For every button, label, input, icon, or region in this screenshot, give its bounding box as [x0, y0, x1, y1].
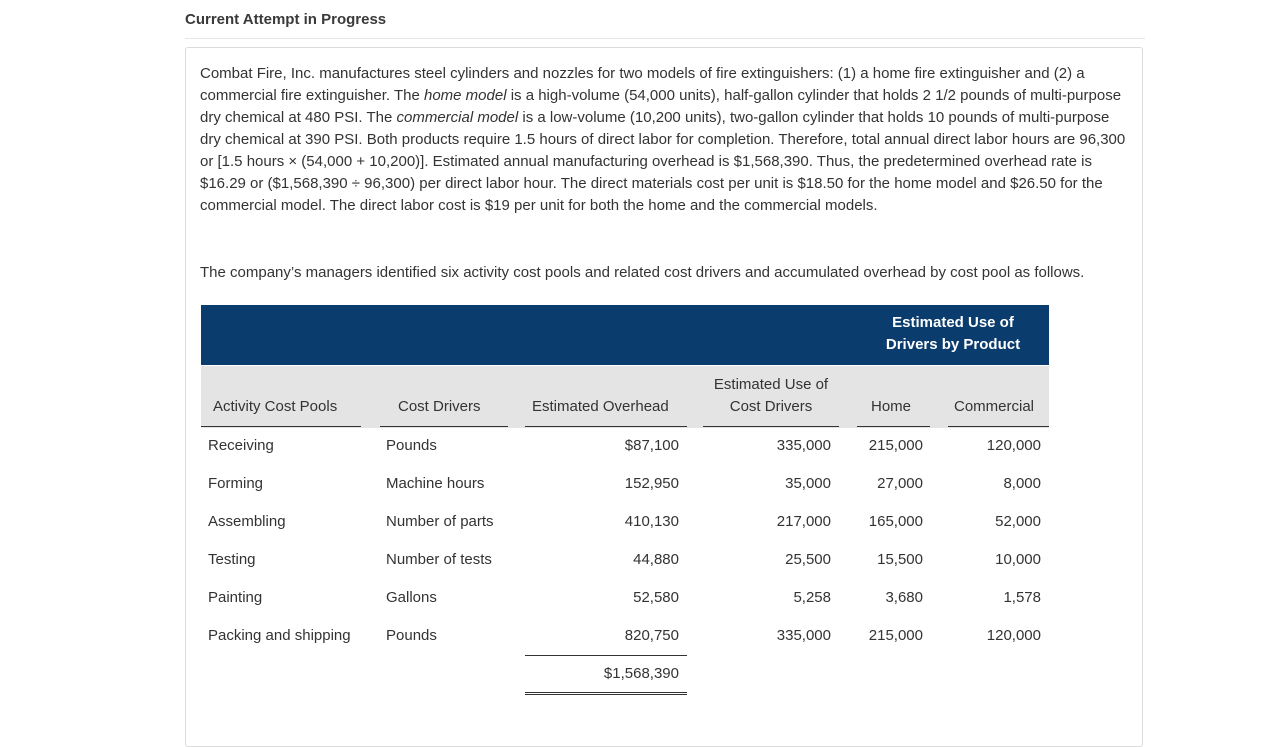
total-overhead-value: $1,568,390 [603, 665, 679, 682]
pool-name: Receiving [208, 437, 274, 454]
header-underline-use [703, 426, 839, 427]
overhead-value: 44,880 [633, 551, 679, 568]
pool-name: Painting [208, 589, 263, 606]
driver-name: Number of tests [386, 551, 492, 568]
header-activity-cost-pools: Activity Cost Pools [213, 398, 338, 415]
header-estimated-use-line1: Estimated Use of [713, 376, 829, 393]
commercial-value: 52,000 [995, 513, 1041, 530]
header-commercial: Commercial [954, 398, 1035, 415]
pool-name: Assembling [208, 513, 286, 530]
header-estimated-use-line2: Cost Drivers [729, 398, 813, 415]
problem-text-2: is a high-volume (54,000 units), half-gallon cylinder that holds 2 1/2 pounds of multi-purpose dry chemical at 480 PSI. The [200, 87, 1122, 126]
attempt-header [185, 0, 1145, 39]
driver-name: Gallons [386, 589, 437, 606]
driver-name: Pounds [386, 627, 437, 644]
total-rule [525, 655, 687, 656]
header-underline-pools [201, 426, 361, 427]
home-value: 3,680 [885, 589, 923, 606]
header-underline-drivers [380, 426, 508, 427]
commercial-value: 120,000 [986, 627, 1041, 644]
problem-paragraph [200, 63, 1130, 217]
driver-name: Number of parts [386, 513, 494, 530]
overhead-value: 820,750 [624, 627, 679, 644]
commercial-model-term: commercial model [396, 109, 519, 126]
pool-name: Packing and shipping [208, 627, 351, 644]
driver-use-value: 5,258 [793, 589, 831, 606]
driver-use-value: 335,000 [776, 437, 831, 454]
home-value: 165,000 [868, 513, 923, 530]
driver-use-value: 25,500 [785, 551, 831, 568]
header-underline-home [857, 426, 930, 427]
commercial-value: 10,000 [995, 551, 1041, 568]
attempt-title: Current Attempt in Progress [185, 11, 387, 28]
driver-use-value: 35,000 [785, 475, 831, 492]
problem-text-3: is a low-volume (10,200 units), two-gallon cylinder that holds 10 pounds of multi-purpose dry chemical at 390 PSI. Both products require 1.5 hours of direct labor for completion. Therefore, total annual direct labor hours are 96,300 or [1.5 hours × (54,000 + 10,200)]. Estimated annual manufacturing overhead is $1,568,390. Thus, the predetermined overhead rate is $16.29 or ($1,568,390 ÷ 96,300) per direct labor hour. The direct materials cost per unit is $18.50 for the home model and $26.50 for the commercial model. The direct labor cost is $19 per unit for both the home and the commercial models. [200, 109, 1126, 214]
home-model-term: home model [423, 87, 507, 104]
home-value: 215,000 [868, 627, 923, 644]
home-value: 215,000 [868, 437, 923, 454]
drivers-by-product-line2: Drivers by Product [885, 336, 1021, 353]
driver-name: Machine hours [386, 475, 485, 492]
pool-name: Testing [208, 551, 256, 568]
home-value: 15,500 [877, 551, 923, 568]
overhead-value: $87,100 [624, 437, 679, 454]
driver-use-value: 217,000 [776, 513, 831, 530]
commercial-value: 8,000 [1003, 475, 1041, 492]
problem-statement [200, 63, 1130, 217]
header-estimated-overhead: Estimated Overhead [532, 398, 669, 415]
overhead-value: 152,950 [624, 475, 679, 492]
header-estimated-use [703, 374, 839, 418]
cost-pools-intro: The company’s managers identified six activity cost pools and related cost drivers and accumulated overhead by cost pool as follows. [200, 264, 1085, 281]
header-underline-commercial [948, 426, 1049, 427]
driver-use-value: 335,000 [776, 627, 831, 644]
problem-text-1: Combat Fire, Inc. manufactures steel cylinders and nozzles for two models of fire extinguishers: (1) a home fire extinguisher and (2) a commercial fire extinguisher. The [200, 65, 1085, 104]
overhead-value: 52,580 [633, 589, 679, 606]
commercial-value: 120,000 [986, 437, 1041, 454]
drivers-by-product-line1: Estimated Use of [892, 314, 1014, 331]
total-double-rule [525, 692, 687, 695]
header-home: Home [871, 398, 912, 415]
driver-name: Pounds [386, 437, 437, 454]
overhead-value: 410,130 [624, 513, 679, 530]
commercial-value: 1,578 [1003, 589, 1041, 606]
pool-name: Forming [208, 475, 264, 492]
home-value: 27,000 [877, 475, 923, 492]
drivers-by-product-header [855, 312, 1051, 356]
header-cost-drivers: Cost Drivers [398, 398, 481, 415]
header-underline-overhead [525, 426, 687, 427]
